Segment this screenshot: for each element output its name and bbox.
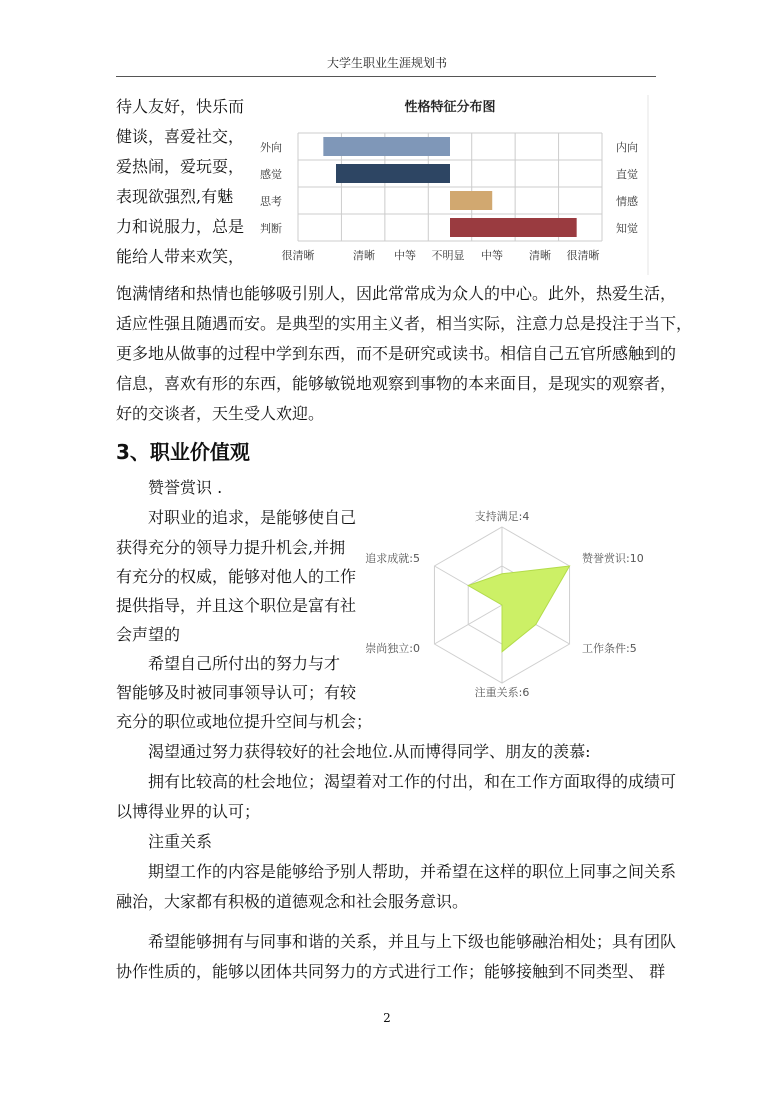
bar [323, 137, 450, 156]
left-label: 感觉 [260, 168, 282, 181]
x-tick-label: 不明显 [431, 249, 465, 262]
paragraph-line: 适应性强且随遇而安。是典型的实用主义者，相当实际，注意力总是投注于当下， [116, 314, 693, 333]
paragraph-line: 融治，大家都有积极的道德观念和社会服务意识。 [116, 892, 469, 911]
left-label: 思考 [260, 195, 282, 208]
chart-title: 性格特征分布图 [404, 100, 496, 115]
personality-line: 力和说服力，总是 [116, 217, 245, 236]
x-tick-label: 清晰 [353, 249, 375, 262]
paragraph-line: 有充分的权威，能够对他人的工作 [116, 567, 357, 586]
x-tick-label: 中等 [394, 249, 416, 262]
paragraph-line: 会声望的 [116, 625, 181, 644]
left-label: 外向 [260, 141, 282, 154]
paragraph-line: 好的交谈者，天生受人欢迎。 [116, 404, 325, 423]
paragraph-line: 希望能够拥有与同事和谐的关系，并且与上下级也能够融治相处；具有团队 [148, 932, 677, 951]
paragraph-line: 渴望通过努力获得较好的社会地位.从而博得同学、朋友的羡慕: [148, 742, 591, 761]
chart-left-labels [260, 140, 282, 235]
paragraph-line: 以博得业界的认可； [116, 802, 261, 821]
paragraph-line: 充分的职位或地位提升空间与机会； [116, 712, 373, 731]
paragraph-line: 期望工作的内容是能够给予别人帮助，并希望在这样的职位上同事之间关系 [148, 862, 677, 881]
x-tick-label: 清晰 [529, 249, 551, 262]
paragraph-line: 希望自己所付出的努力与才 [148, 654, 341, 673]
radar-label: 工作条件:5 [582, 642, 637, 655]
radar-label: 注重关系:6 [474, 686, 530, 699]
bar [450, 218, 577, 237]
paragraph-line: 协作性质的，能够以团体共同努力的方式进行工作；能够接触到不同类型、 群 [116, 962, 666, 981]
radar-label: 崇尚独立:0 [365, 642, 420, 655]
chart-right-labels [616, 140, 638, 235]
subheading: 注重关系 [148, 832, 213, 851]
radar-label: 赞誉赏识:10 [582, 552, 644, 565]
bar [450, 191, 492, 210]
x-tick-label: 中等 [481, 249, 503, 262]
personality-line: 健谈，喜爱社交， [116, 127, 245, 146]
career-values-radar [362, 500, 652, 700]
right-label: 内向 [616, 141, 638, 154]
left-label: 判断 [260, 222, 282, 235]
chart-x-ticks [282, 248, 600, 262]
right-label: 直觉 [616, 168, 638, 181]
paragraph-line: 获得充分的领导力提升机会,并拥 [116, 538, 346, 557]
paragraph-line: 提供指导，并且这个职位是富有社 [116, 596, 357, 615]
x-tick-label: 很清晰 [566, 249, 600, 262]
radar-label: 支持满足:4 [474, 510, 530, 523]
header-divider [116, 76, 656, 77]
radar-area [468, 566, 569, 652]
page-number: 2 [383, 1011, 391, 1025]
paragraph-line: 饱满情绪和热情也能够吸引别人，因此常常成为众人的中心。此外，热爱生活， [116, 284, 677, 303]
page-header: 大学生职业生涯规划书 [326, 56, 447, 70]
right-label: 情感 [616, 195, 638, 208]
paragraph-line: 更多地从做事的过程中学到东西，而不是研究或读书。相信自己五官所感触到的 [116, 344, 677, 363]
right-label: 知觉 [616, 222, 638, 235]
paragraph-line: 信息，喜欢有形的东西，能够敏锐地观察到事物的本来面目，是现实的观察者， [116, 374, 677, 393]
paragraph-line: 拥有比较高的杜会地位；渴望着对工作的付出，和在工作方面取得的成绩可 [148, 772, 677, 791]
personality-line: 表现欲强烈,有魅 [116, 187, 234, 206]
paragraph-line: 智能够及时被同事领导认可；有较 [116, 683, 357, 702]
personality-line: 爱热闹，爱玩耍， [116, 157, 245, 176]
paragraph-line: 对职业的追求，是能够使自己 [148, 508, 357, 527]
bar [336, 164, 450, 183]
section-heading: 3、职业价值观 [116, 440, 250, 464]
radar-label: 追求成就:5 [365, 552, 420, 565]
personality-line: 待人友好，快乐而 [116, 97, 245, 116]
x-tick-label: 很清晰 [281, 249, 315, 262]
subheading: 赞誉赏识 . [148, 478, 223, 497]
personality-chart [250, 95, 650, 275]
personality-line: 能给人带来欢笑， [116, 247, 245, 266]
